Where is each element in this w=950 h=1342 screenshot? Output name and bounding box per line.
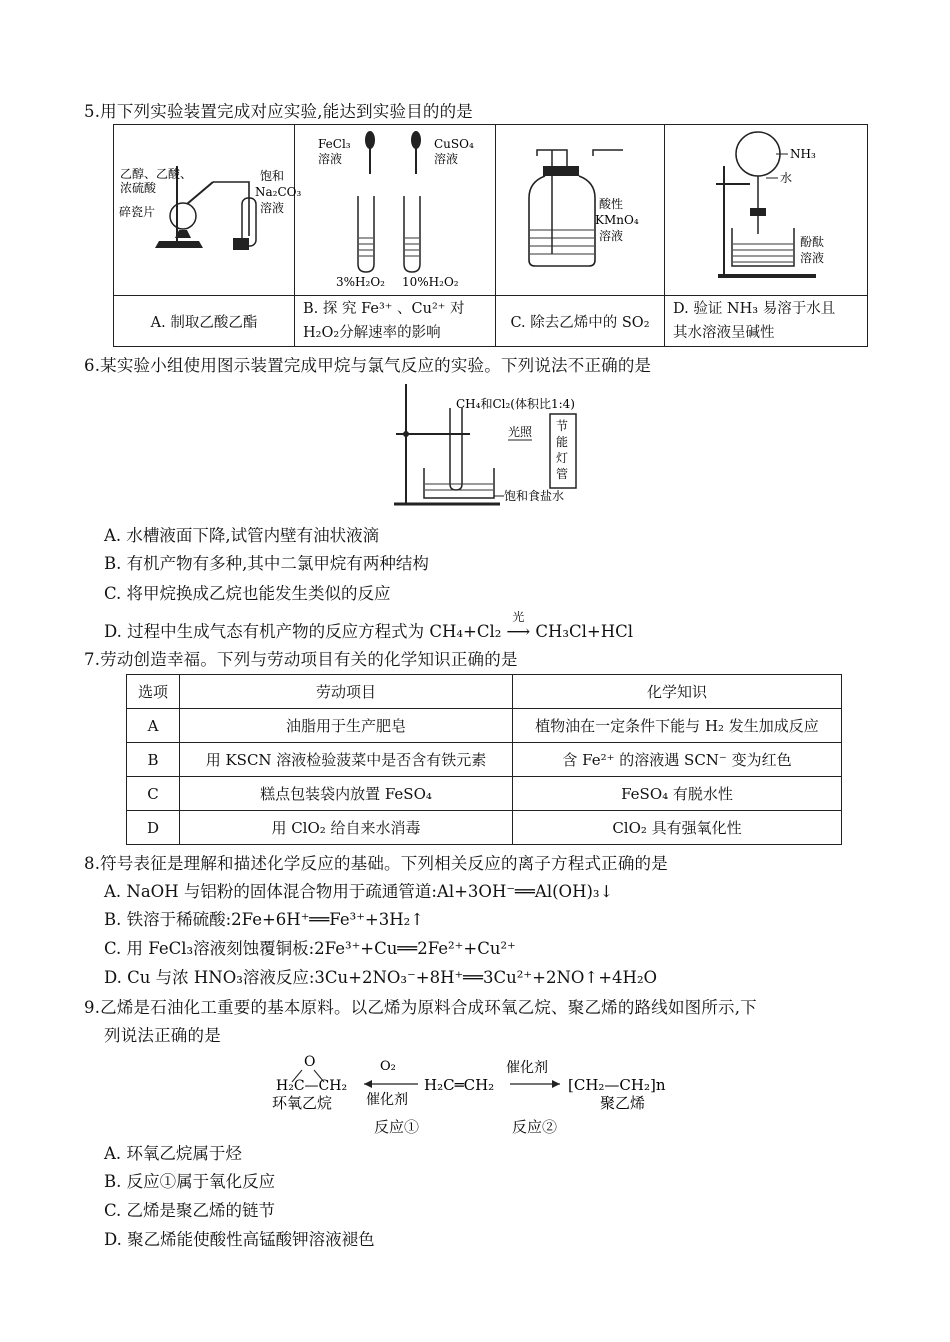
- q5-figure-c: [496, 125, 665, 296]
- q7-header-option: 选项: [127, 675, 180, 709]
- d-sol-label: 溶液: [800, 251, 825, 265]
- q9-epoxide-name: 环氧乙烷: [272, 1094, 333, 1112]
- table-row: D 用 ClO₂ 给自来水消毒 ClO₂ 具有强氧化性: [127, 811, 842, 845]
- table-row: C 糕点包装袋内放置 FeSO₄ FeSO₄ 有脱水性: [127, 777, 842, 811]
- q9-cat2: 催化剂: [506, 1060, 548, 1076]
- q5-stem: 5.用下列实验装置完成对应实验,能达到实验目的的是: [84, 102, 473, 121]
- q5-option-a: A. 制取乙酸乙酯: [114, 296, 295, 347]
- q5-figure-b: [295, 125, 496, 296]
- c-sol-label: 溶液: [599, 229, 624, 243]
- q9-o2: O₂: [380, 1059, 396, 1074]
- q6-option-a: A. 水槽液面下降,试管内壁有油状液滴: [104, 526, 380, 545]
- q7-stem: 7.劳动创造幸福。下列与劳动项目有关的化学知识正确的是: [84, 650, 518, 669]
- b-sol2-label: 溶液: [434, 152, 459, 166]
- q5-option-d: D. 验证 NH₃ 易溶于水且 其水溶液呈碱性: [665, 296, 868, 347]
- q9-r1: 反应①: [374, 1118, 420, 1136]
- q9-r2: 反应②: [512, 1118, 558, 1136]
- q9-stem-1: 9.乙烯是石油化工重要的基本原料。以乙烯为原料合成环氧乙烷、聚乙烯的路线如图所示,下: [84, 998, 757, 1017]
- d-phen-label: 酚酞: [800, 235, 825, 249]
- q6-gas-label: CH₄和Cl₂(体积比1:4): [456, 397, 575, 411]
- b-cuso4-label: CuSO₄: [434, 137, 474, 151]
- b-fecl3-label: FeCl₃: [318, 137, 351, 151]
- q6-option-c: C. 将甲烷换成乙烷也能发生类似的反应: [104, 584, 391, 603]
- q6-light-label: 光照: [508, 425, 533, 439]
- d-nh3-label: NH₃: [790, 147, 816, 161]
- q9-option-c: C. 乙烯是聚乙烯的链节: [104, 1201, 276, 1220]
- a-sat-label: 饱和: [260, 169, 285, 183]
- q7-table: [126, 674, 842, 845]
- q9-option-b: B. 反应①属于氧化反应: [104, 1172, 276, 1191]
- q6-option-b: B. 有机产物有多种,其中二氯甲烷有两种结构: [104, 554, 429, 573]
- q6-lamp-2: 能: [556, 435, 569, 449]
- q9-stem-2: 列说法正确的是: [104, 1026, 221, 1045]
- q5-table: [113, 124, 868, 347]
- a-sol-label: 溶液: [260, 201, 285, 215]
- q8-option-c: C. 用 FeCl₃溶液刻蚀覆铜板:2Fe³⁺+Cu══2Fe²⁺+Cu²⁺: [104, 939, 516, 958]
- table-row: B 用 KSCN 溶液检验菠菜中是否含有铁元素 含 Fe²⁺ 的溶液遇 SCN⁻ 变为红色: [127, 743, 842, 777]
- q9-polymer: [CH₂—CH₂]n: [568, 1076, 666, 1094]
- a-reagents2-label: 浓硫酸: [120, 181, 157, 195]
- q9-option-a: A. 环氧乙烷属于烃: [104, 1144, 242, 1163]
- a-chips-label: 碎瓷片: [119, 205, 156, 219]
- q6-lamp-4: 管: [556, 467, 569, 481]
- q6-figure: [390, 380, 590, 510]
- q6-stem: 6.某实验小组使用图示装置完成甲烷与氯气反应的实验。下列说法不正确的是: [84, 356, 652, 375]
- q5-option-b: B. 探 究 Fe³⁺ 、Cu²⁺ 对 H₂O₂分解速率的影响: [295, 296, 496, 347]
- q9-ethylene: H₂C═CH₂: [424, 1076, 495, 1094]
- q8-option-a: A. NaOH 与铝粉的固体混合物用于疏通管道:Al+3OH⁻══Al(OH)₃↓: [104, 882, 614, 901]
- table-row: A 油脂用于生产肥皂 植物油在一定条件下能与 H₂ 发生加成反应: [127, 709, 842, 743]
- q6-lamp-3: 灯: [556, 451, 569, 465]
- q7-header-knowledge: 化学知识: [513, 675, 842, 709]
- a-reagents-label: 乙醇、乙酸、: [120, 167, 193, 181]
- q7-header-project: 劳动项目: [180, 675, 513, 709]
- q5-option-c: C. 除去乙烯中的 SO₂: [496, 296, 665, 347]
- b-h2o2-10-label: 10%H₂O₂: [402, 275, 459, 289]
- q9-scheme: [270, 1050, 700, 1136]
- a-na2co3-label: Na₂CO₃: [255, 185, 302, 199]
- q9-cat1: 催化剂: [366, 1092, 408, 1108]
- q8-option-b: B. 铁溶于稀硫酸:2Fe+6H⁺══Fe³⁺+3H₂↑: [104, 910, 425, 929]
- q5-figure-d: [665, 125, 868, 296]
- c-kmno4-label: KMnO₄: [595, 213, 639, 227]
- q6-cond: 光: [512, 610, 525, 624]
- d-water-label: 水: [780, 171, 793, 185]
- q8-option-d: D. Cu 与浓 HNO₃溶液反应:3Cu+2NO₃⁻+8H⁺══3Cu²⁺+2NO↑+4H₂O: [104, 968, 658, 987]
- b-h2o2-3-label: 3%H₂O₂: [336, 275, 385, 289]
- q9-option-d: D. 聚乙烯能使酸性高锰酸钾溶液褪色: [104, 1230, 375, 1249]
- q9-o-atom: O: [304, 1054, 316, 1070]
- q6-lamp-1: 节: [556, 419, 569, 433]
- c-acid-label: 酸性: [599, 197, 624, 211]
- q6-brine-label: 饱和食盐水: [504, 489, 565, 503]
- q6-option-d: D. 过程中生成气态有机产物的反应方程式为 CH₄+Cl₂ 光 ⟶ CH₃Cl+HCl: [104, 610, 634, 641]
- q9-polymer-name: 聚乙烯: [600, 1094, 646, 1112]
- q5-figure-a: [114, 125, 302, 296]
- b-sol1-label: 溶液: [318, 152, 343, 166]
- q9-epoxide: H₂C—CH₂: [276, 1078, 348, 1094]
- q8-stem: 8.符号表征是理解和描述化学反应的基础。下列相关反应的离子方程式正确的是: [84, 854, 668, 873]
